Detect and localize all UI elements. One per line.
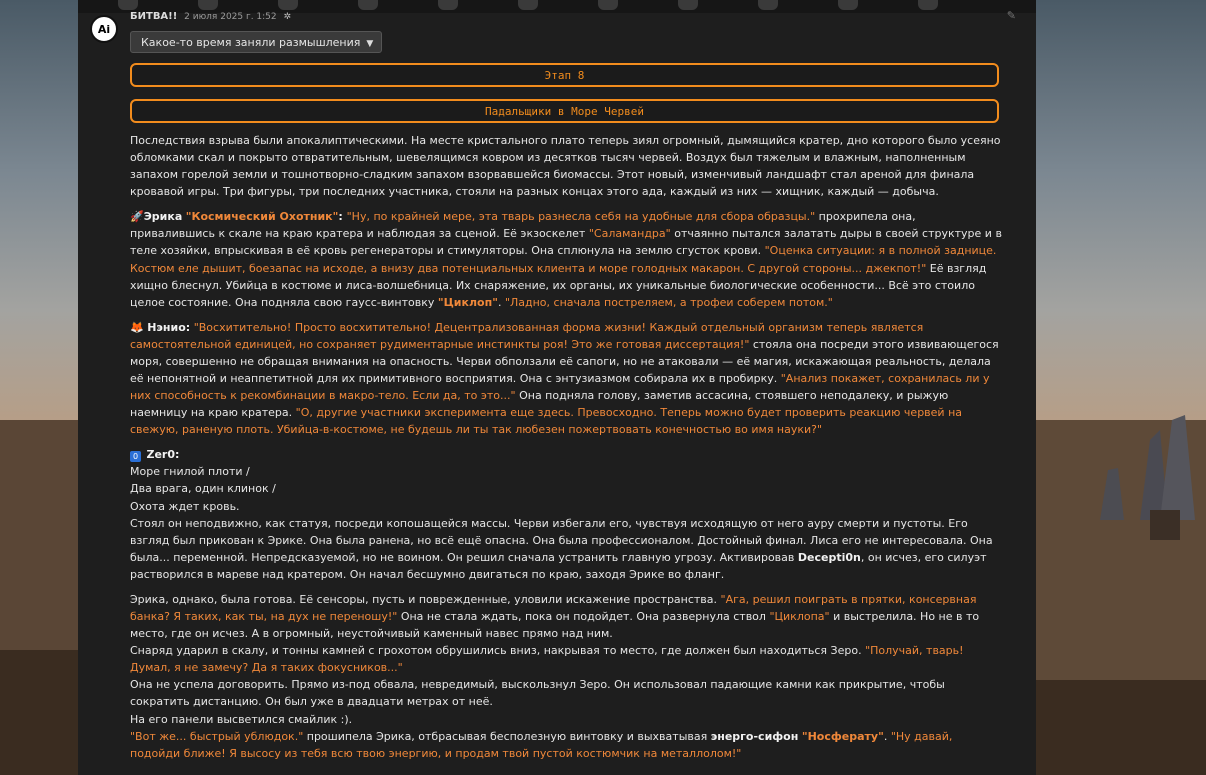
narration: Снаряд ударил в скалу, и тонны камней с грохотом обрушились вниз, накрывая то место, где должен был находиться Зеро. [130, 644, 866, 658]
reasoning-dropdown[interactable] [130, 31, 382, 53]
quote: "Саламандра" [588, 227, 671, 241]
fox-icon: 🦊 [130, 320, 144, 334]
narration: Она не успела договорить. Прямо из-под обвала, невредимый, выскользнул Зеро. Он использовал падающие камни как прикрытие, чтобы сократить дистанцию. Он был уже в двадцати метрах от неё. [130, 678, 945, 709]
toolbar-icon[interactable] [518, 0, 538, 10]
toolbar-icon[interactable] [198, 0, 218, 10]
narration: . [497, 295, 505, 309]
post-content [130, 132, 1002, 770]
quote: "Ага, решил поиграть в прятки, консервная банка? Я таких, как ты, на дух не переношу!" [130, 592, 977, 623]
speaker-title: "Космический Охотник" [185, 210, 339, 224]
reasoning-dropdown-label: Какое-то время заняли размышления [141, 36, 361, 49]
paragraph [130, 591, 1002, 762]
speaker-name: Нэнио: [147, 320, 191, 334]
post-date: 2 июля 2025 г. 1:52 [184, 12, 277, 22]
toolbar-icon[interactable] [918, 0, 938, 10]
weapon-name: энерго-сифон [710, 729, 799, 743]
quote: "Оценка ситуации: я в полной заднице. Костюм еле дышит, боезапас на исходе, а внизу два потенциальных клиента и море голодных макарон. С другой стороны... джекпот!" [130, 244, 997, 275]
narration: прохрипела она, привалившись к скале на краю кратера и наблюдая за сценой. Её экзоскелет [130, 210, 916, 241]
rocket-icon: 🚀 [130, 210, 144, 224]
avatar[interactable]: Ai [90, 15, 118, 43]
post-header [130, 11, 291, 22]
haiku-line: Два врага, один клинок / [130, 482, 276, 496]
message-panel [78, 9, 1036, 775]
haiku-line: Море гнилой плоти / [130, 465, 250, 479]
ability-name: Decepti0n [797, 550, 861, 564]
quote: "Анализ покажет, сохранилась ли у них способность к рекомбинации в макро-тело. Если да, то это..." [130, 372, 990, 403]
haiku-line: Охота ждет кровь. [130, 499, 240, 513]
edit-icon[interactable]: ✎ [1006, 9, 1016, 22]
quote: "Циклопа" [769, 610, 830, 623]
quote: "О, другие участники эксперимента еще здесь. Превосходно. Теперь можно будет проверить реакцию червей на свежую, раненую плоть. Убийца-в-костюме, не будешь ли ты так любезен пожертвовать конечностью во имя науки?" [130, 406, 963, 437]
narration: Её взгляд хищно блеснул. Убийца в костюме и лиса-волшебница. Их снаряжение, их органы, их уникальные биологические особенности... Всё это стоило целое состояние. Она подняла свою гаусс-винтовку [130, 261, 987, 309]
chapter-heading-text: Падальщики в Море Червей [485, 104, 644, 118]
narration: На его панели высветился смайлик :). [130, 712, 353, 726]
zero-badge-icon: 0 [130, 451, 141, 462]
toolbar-icon[interactable] [678, 0, 698, 10]
narration: и выстрелила. Но не в то место, где он исчез. А в огромный, неустойчивый каменный навес прямо над ним. [130, 610, 980, 641]
narration: . [883, 729, 891, 743]
paragraph [130, 132, 1002, 200]
quote: "Циклоп" [437, 295, 498, 309]
paragraph-text: Последствия взрыва были апокалиптическими. На месте кристального плато теперь зиял огромный, дымящийся кратер, дно которого было усеяно обломками скал и покрыто отвратительным, шевелящимся ковром из десятков тысяч червей. Воздух был тяжелым и влажным, наполненным запахом горелой земли и тошнотворно-сладким запахом взорвавшейся биомассы. Этот новый, изменчивый ландшафт стал ареной для финала кровавой игры. Три фигуры, три последних участника, стояли на разных концах этого ада, каждый из них — хищник, каждый — добыча. [130, 134, 1001, 199]
quote: "Ладно, сначала постреляем, а трофеи соберем потом." [504, 295, 833, 309]
toolbar-icon[interactable] [598, 0, 618, 10]
narration: Стоял он неподвижно, как статуя, посреди копошащейся массы. Черви избегали его, чувствуя исходящую от него ауру смерти и пустоты. Его взгляд был прикован к Эрике. Она была ранена, но всё ещё опасна. Она была профессионалом. Достойный финал. Лиса его не интересовала. Она была... переменной. Непредсказуемой, но не воином. Он решил сначала устранить главную угрозу. Активировав [130, 516, 993, 564]
quote: "Восхитительно! Просто восхитительно! Децентрализованная форма жизни! Каждый отдельный организм теперь является самостоятельной единицей, но сохраняет рудиментарные инстинкты роя! Это же готовая диссертация!" [130, 320, 924, 351]
quote: "Ну давай, подойди ближе! Я высосу из тебя всю твою энергию, и продам твой пустой костюмчик на металлолом!" [130, 729, 953, 760]
sparkle-icon: ✲ [283, 12, 292, 22]
toolbar-icon[interactable] [838, 0, 858, 10]
narration: Она подняла голову, заметив ассасина, стоявшего неподалеку, и рыжую наемницу на краю кратера. [130, 389, 949, 420]
paragraph: 🚀Эрика "Космический Охотник": "Ну, по крайней мере, эта тварь разнесла себя на удобные для сбора образцы." прохрипела она, привалившись к скале на краю кратера и наблюдая за сценой. Её экзоскелет "Саламандра" отчаянно пытался залатать дыры в своей структуре и в теле хозяйки, впрыскивая в её кровь регенераторы и стимуляторы. Она сплюнула на землю сгусток крови. "Оценка ситуации: я в полной заднице. Костюм еле дышит, боезапас на исходе, а внизу два потенциальных клиента и море голодных макарон. С другой стороны... джекпот!" Её взгляд хищно блеснул. Убийца в костюме и лиса-волшебница. Их снаряжение, их органы, их уникальные биологические особенности... Всё это стоило целое состояние. Она подняла свою гаусс-винтовку "Циклоп". "Ладно, сначала постреляем, а трофеи соберем потом." [130, 210, 1002, 309]
speaker-name: Эрика [143, 210, 183, 224]
chapter-heading [130, 99, 999, 123]
quote: "Получай, тварь! Думал, я не замечу? Да я таких фокусников..." [130, 644, 964, 675]
stage-heading-text: Этап 8 [544, 68, 585, 82]
toolbar-icon[interactable] [358, 0, 378, 10]
narration: отчаянно пытался залатать дыры в своей структуре и в теле хозяйки, впрыскивая в её кровь регенераторы и стимуляторы. Она сплюнула на землю сгусток крови. [130, 227, 1002, 258]
toolbar-icon[interactable] [118, 0, 138, 10]
stage-heading [130, 63, 999, 87]
narration: Она не стала ждать, пока он подойдет. Она развернула ствол [397, 610, 770, 623]
narration: Эрика, однако, была готова. Её сенсоры, пусть и поврежденные, уловили искажение пространства. [130, 592, 721, 606]
speaker-name: Zer0: [146, 448, 180, 462]
narration: прошипела Эрика, отбрасывая бесполезную винтовку и выхватывая [303, 729, 711, 743]
toolbar-icon[interactable] [278, 0, 298, 10]
toolbar-icon[interactable] [758, 0, 778, 10]
quote: "Носферату" [801, 729, 884, 743]
paragraph [130, 446, 1002, 583]
toolbar-icon[interactable] [438, 0, 458, 10]
chevron-down-icon: ▼ [366, 39, 374, 49]
narration: , он исчез, его силуэт растворился в мареве над кратером. Он начал бесшумно двигаться по краю, заходя Эрике во фланг. [130, 550, 987, 581]
narration: стояла она посреди этого извивающегося моря, совершенно не обращая внимания на опасность. Черви обползали её сапоги, но не атаковали — её магия, искажающая реальность, делала её непонятной и неаппетитной для их примитивного восприятия. Она с энтузиазмом собирала их в пробирку. [130, 337, 999, 385]
post-author[interactable]: БИТВА!! [130, 11, 178, 22]
quote: "Ну, по крайней мере, эта тварь разнесла себя на удобные для сбора образцы." [346, 210, 816, 224]
quote: "Вот же... быстрый ублюдок." [130, 729, 304, 743]
paragraph [130, 319, 1002, 439]
